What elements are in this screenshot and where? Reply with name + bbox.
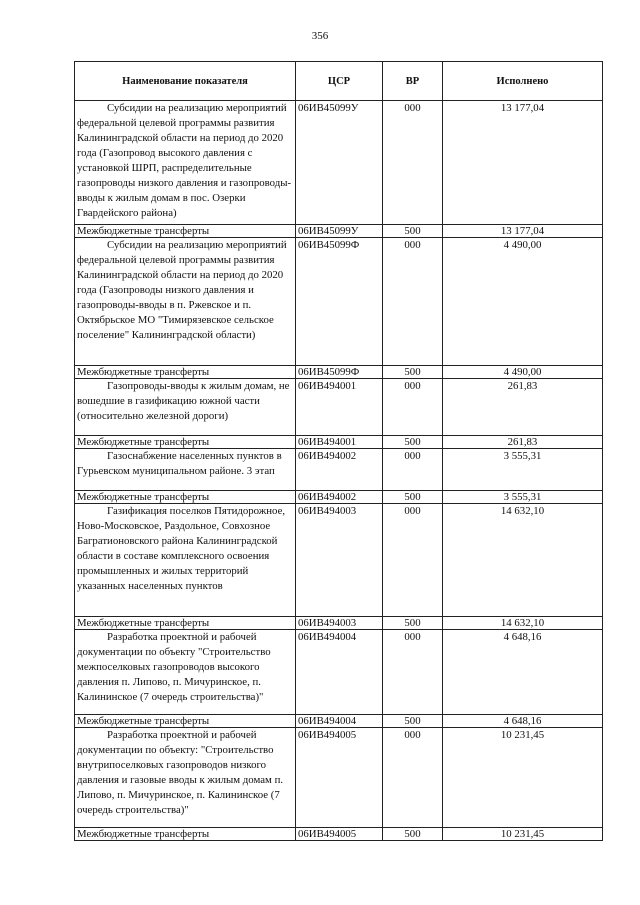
header-name: Наименование показателя [75, 62, 296, 101]
row-csr: 06ИВ494001 [296, 379, 383, 436]
row-csr: 06ИВ45099Ф [296, 238, 383, 366]
row-vr: 500 [383, 491, 443, 504]
row-executed: 3 555,31 [443, 449, 603, 491]
table-row [75, 828, 603, 841]
table-row [75, 225, 603, 238]
row-name: Межбюджетные трансферты [75, 366, 296, 379]
row-executed: 14 632,10 [443, 504, 603, 617]
row-executed: 4 648,16 [443, 715, 603, 728]
row-vr: 000 [383, 238, 443, 366]
row-vr: 500 [383, 436, 443, 449]
row-executed: 4 490,00 [443, 366, 603, 379]
row-name: Межбюджетные трансферты [75, 828, 296, 841]
table-row [75, 436, 603, 449]
row-name: Межбюджетные трансферты [75, 491, 296, 504]
budget-table [74, 61, 603, 841]
row-executed: 10 231,45 [443, 828, 603, 841]
table-row [75, 238, 603, 366]
row-vr: 000 [383, 630, 443, 715]
row-name: Газификация поселков Пятидорожное, Ново-Московское, Раздольное, Совхозное Багратионовского района Калининградской области в составе комплексного освоения промышленных и жилых территорий указанных населенных пунктов [75, 504, 296, 617]
row-name: Субсидии на реализацию мероприятий федеральной целевой программы развития Калининградской области на период до 2020 года (Газопроводы низкого давления и газопроводы-вводы в п. Ржевское и п. Октябрьское МО "Тимирязевское сельское поселение" Калининградской области) [75, 238, 296, 366]
row-vr: 500 [383, 715, 443, 728]
row-vr: 500 [383, 617, 443, 630]
row-csr: 06ИВ494001 [296, 436, 383, 449]
row-executed: 14 632,10 [443, 617, 603, 630]
row-name: Газопроводы-вводы к жилым домам, не вошедшие в газификацию южной части (относительно железной дороги) [75, 379, 296, 436]
row-executed: 261,83 [443, 436, 603, 449]
table-row [75, 504, 603, 617]
row-csr: 06ИВ45099У [296, 225, 383, 238]
row-vr: 000 [383, 449, 443, 491]
table-row [75, 715, 603, 728]
table-row [75, 630, 603, 715]
row-executed: 13 177,04 [443, 225, 603, 238]
header-executed: Исполнено [443, 62, 603, 101]
row-name: Разработка проектной и рабочей документации по объекту "Строительство межпоселковых газопроводов высокого давления п. Липово, п. Мичуринское, п. Калининское (7 очередь строительства)" [75, 630, 296, 715]
row-csr: 06ИВ494004 [296, 630, 383, 715]
table-row [75, 366, 603, 379]
row-name: Разработка проектной и рабочей документации по объекту: "Строительство внутрипоселковых газопроводов низкого давления и газовые вводы к жилым домам п. Липово, п. Мичуринское, п. Калининское (7 очередь строительства)" [75, 728, 296, 828]
table-row [75, 101, 603, 225]
row-executed: 10 231,45 [443, 728, 603, 828]
row-vr: 500 [383, 366, 443, 379]
table-row [75, 491, 603, 504]
row-executed: 13 177,04 [443, 101, 603, 225]
row-vr: 500 [383, 828, 443, 841]
row-csr: 06ИВ494002 [296, 449, 383, 491]
row-csr: 06ИВ494002 [296, 491, 383, 504]
row-csr: 06ИВ45099У [296, 101, 383, 225]
header-csr: ЦСР [296, 62, 383, 101]
row-csr: 06ИВ494004 [296, 715, 383, 728]
row-vr: 500 [383, 225, 443, 238]
row-name: Межбюджетные трансферты [75, 617, 296, 630]
table-header-row [75, 62, 603, 101]
row-name: Межбюджетные трансферты [75, 715, 296, 728]
row-vr: 000 [383, 504, 443, 617]
row-vr: 000 [383, 728, 443, 828]
page-number: 356 [311, 30, 329, 42]
table-row [75, 728, 603, 828]
table-row [75, 379, 603, 436]
row-executed: 4 648,16 [443, 630, 603, 715]
row-csr: 06ИВ45099Ф [296, 366, 383, 379]
row-executed: 261,83 [443, 379, 603, 436]
row-name: Межбюджетные трансферты [75, 225, 296, 238]
row-name: Газоснабжение населенных пунктов в Гурьевском муниципальном районе. 3 этап [75, 449, 296, 491]
row-csr: 06ИВ494005 [296, 728, 383, 828]
table-row [75, 449, 603, 491]
row-csr: 06ИВ494003 [296, 617, 383, 630]
row-csr: 06ИВ494005 [296, 828, 383, 841]
row-executed: 4 490,00 [443, 238, 603, 366]
table-row [75, 617, 603, 630]
header-vr: ВР [383, 62, 443, 101]
row-vr: 000 [383, 101, 443, 225]
row-name: Субсидии на реализацию мероприятий федеральной целевой программы развития Калининградской области на период до 2020 года (Газопровод высокого давления с установкой ШРП, распределительные газопроводы низкого давления и газопроводы-вводы к жилым домам в пос. Озерки Гвардейского района) [75, 101, 296, 225]
row-vr: 000 [383, 379, 443, 436]
row-executed: 3 555,31 [443, 491, 603, 504]
row-name: Межбюджетные трансферты [75, 436, 296, 449]
row-csr: 06ИВ494003 [296, 504, 383, 617]
